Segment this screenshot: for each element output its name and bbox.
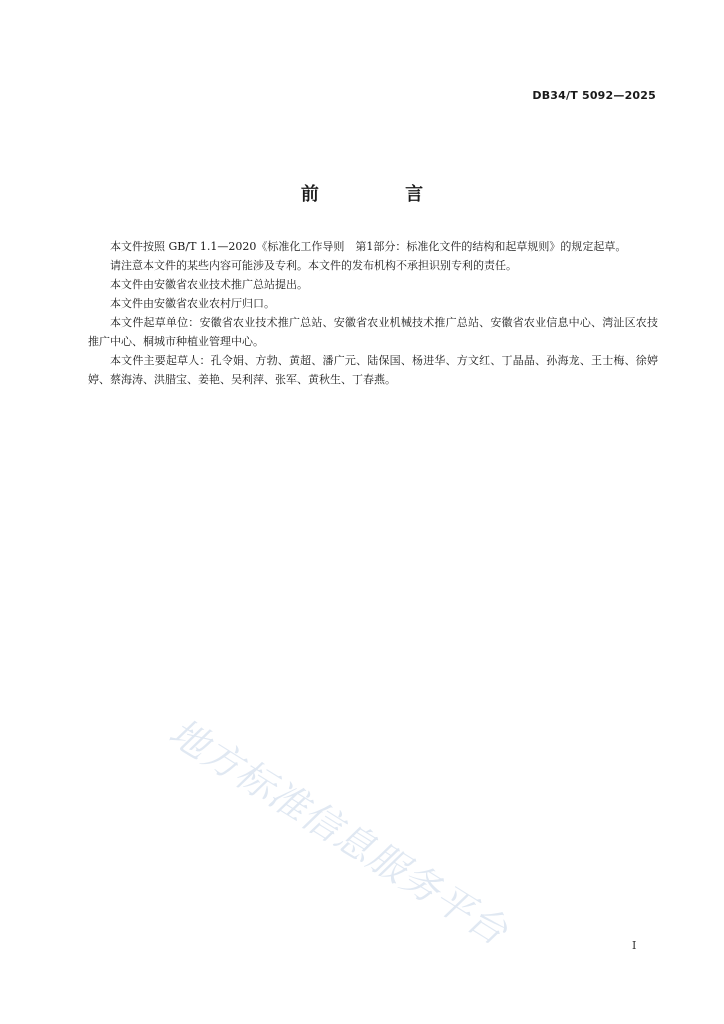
page-number: I: [632, 939, 637, 952]
document-code: DB34/T 5092—2025: [532, 89, 656, 102]
watermark: 地方标准信息服务平台: [161, 709, 516, 954]
paragraph-centralized-unit: 本文件由安徽省农业农村厅归口。: [110, 297, 275, 310]
paragraph-main-drafters: 本文件主要起草人：孔令娟、方勃、黄超、潘广元、陆保国、杨进华、方文红、丁晶晶、孙海龙、王士梅、徐婷婷、蔡海涛、洪腊宝、姜艳、吴利萍、张军、黄秋生、丁春燕。: [88, 354, 658, 386]
paragraph-proposer: 本文件由安徽省农业技术推广总站提出。: [110, 278, 308, 291]
paragraph-drafting-units: 本文件起草单位：安徽省农业技术推广总站、安徽省农业机械技术推广总站、安徽省农业信息中心、湾沚区农技推广中心、桐城市种植业管理中心。: [88, 316, 658, 348]
paragraph-patent-notice: 请注意本文件的某些内容可能涉及专利。本文件的发布机构不承担识别专利的责任。: [110, 259, 517, 272]
paragraph-drafting-basis: 本文件按照 GB/T 1.1—2020《标准化工作导则 第1部分：标准化文件的结构和起草规则》的规定起草。: [110, 240, 627, 253]
page-title: 前 言: [300, 184, 464, 205]
document-body: [88, 237, 658, 389]
